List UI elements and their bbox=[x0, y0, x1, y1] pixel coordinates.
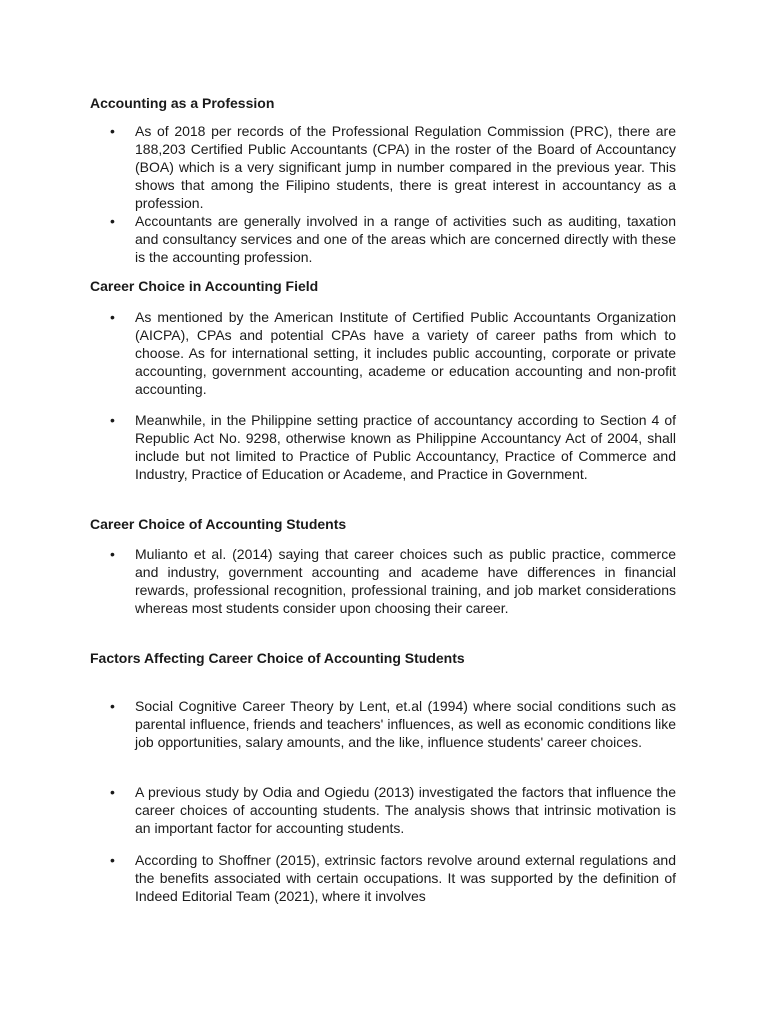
list-item-text: Accountants are generally involved in a range of activities such as auditing, taxation and consultancy services and one of the areas which are concerned directly with these is the accounting profession. bbox=[135, 213, 676, 266]
bullet-icon: • bbox=[110, 309, 115, 325]
section-heading: Career Choice of Accounting Students bbox=[90, 516, 347, 532]
list-item bbox=[108, 545, 676, 617]
list-item bbox=[108, 308, 676, 398]
list-item-text: Mulianto et al. (2014) saying that career choices such as public practice, commerce and industry, government accounting and academe have differences in financial rewards, professional recognition, professional training, and job market considerations whereas most students consider upon choosing their career. bbox=[135, 546, 676, 617]
list-item-text: As mentioned by the American Institute of Certified Public Accountants Organization (AICPA), CPAs and potential CPAs have a variety of career paths from which to choose. As for international setting, it includes public accounting, corporate or private accounting, government accounting, academe or education accounting and non-profit accounting. bbox=[135, 309, 676, 398]
section-heading: Accounting as a Profession bbox=[90, 95, 275, 111]
list-item-text: A previous study by Odia and Ogiedu (2013) investigated the factors that influence the career choices of accounting students. The analysis shows that intrinsic motivation is an important factor for accounting students. bbox=[135, 784, 676, 837]
bullet-icon: • bbox=[110, 123, 115, 139]
bullet-icon: • bbox=[110, 546, 115, 562]
bullet-icon: • bbox=[110, 784, 115, 800]
section-heading: Factors Affecting Career Choice of Accounting Students bbox=[90, 650, 465, 666]
list-item bbox=[108, 212, 676, 266]
list-item bbox=[108, 411, 676, 483]
list-item bbox=[108, 783, 676, 837]
list-item-text: Social Cognitive Career Theory by Lent, et.al (1994) where social conditions such as parental influence, friends and teachers' influences, as well as economic conditions like job opportunities, salary amounts, and the like, influence students' career choices. bbox=[135, 698, 676, 751]
list-item bbox=[108, 122, 676, 212]
section-heading: Career Choice in Accounting Field bbox=[90, 278, 319, 294]
list-item-text: According to Shoffner (2015), extrinsic factors revolve around external regulations and the benefits associated with certain occupations. It was supported by the definition of Indeed Editorial Team (2021), where it involves bbox=[135, 852, 676, 905]
bullet-icon: • bbox=[110, 852, 115, 868]
list-item-text: Meanwhile, in the Philippine setting practice of accountancy according to Section 4 of Republic Act No. 9298, otherwise known as Philippine Accountancy Act of 2004, shall include but not limited to Practice of Public Accountancy, Practice of Commerce and Industry, Practice of Education or Academe, and Practice in Government. bbox=[135, 412, 676, 483]
list-item-text: As of 2018 per records of the Professional Regulation Commission (PRC), there are 188,203 Certified Public Accountants (CPA) in the roster of the Board of Accountancy (BOA) which is a very significant jump in number compared in the previous year. This shows that among the Filipino students, there is great interest in accountancy as a profession. bbox=[135, 123, 676, 212]
list-item bbox=[108, 697, 676, 751]
list-item bbox=[108, 851, 676, 905]
bullet-icon: • bbox=[110, 213, 115, 229]
bullet-icon: • bbox=[110, 412, 115, 428]
bullet-icon: • bbox=[110, 698, 115, 714]
